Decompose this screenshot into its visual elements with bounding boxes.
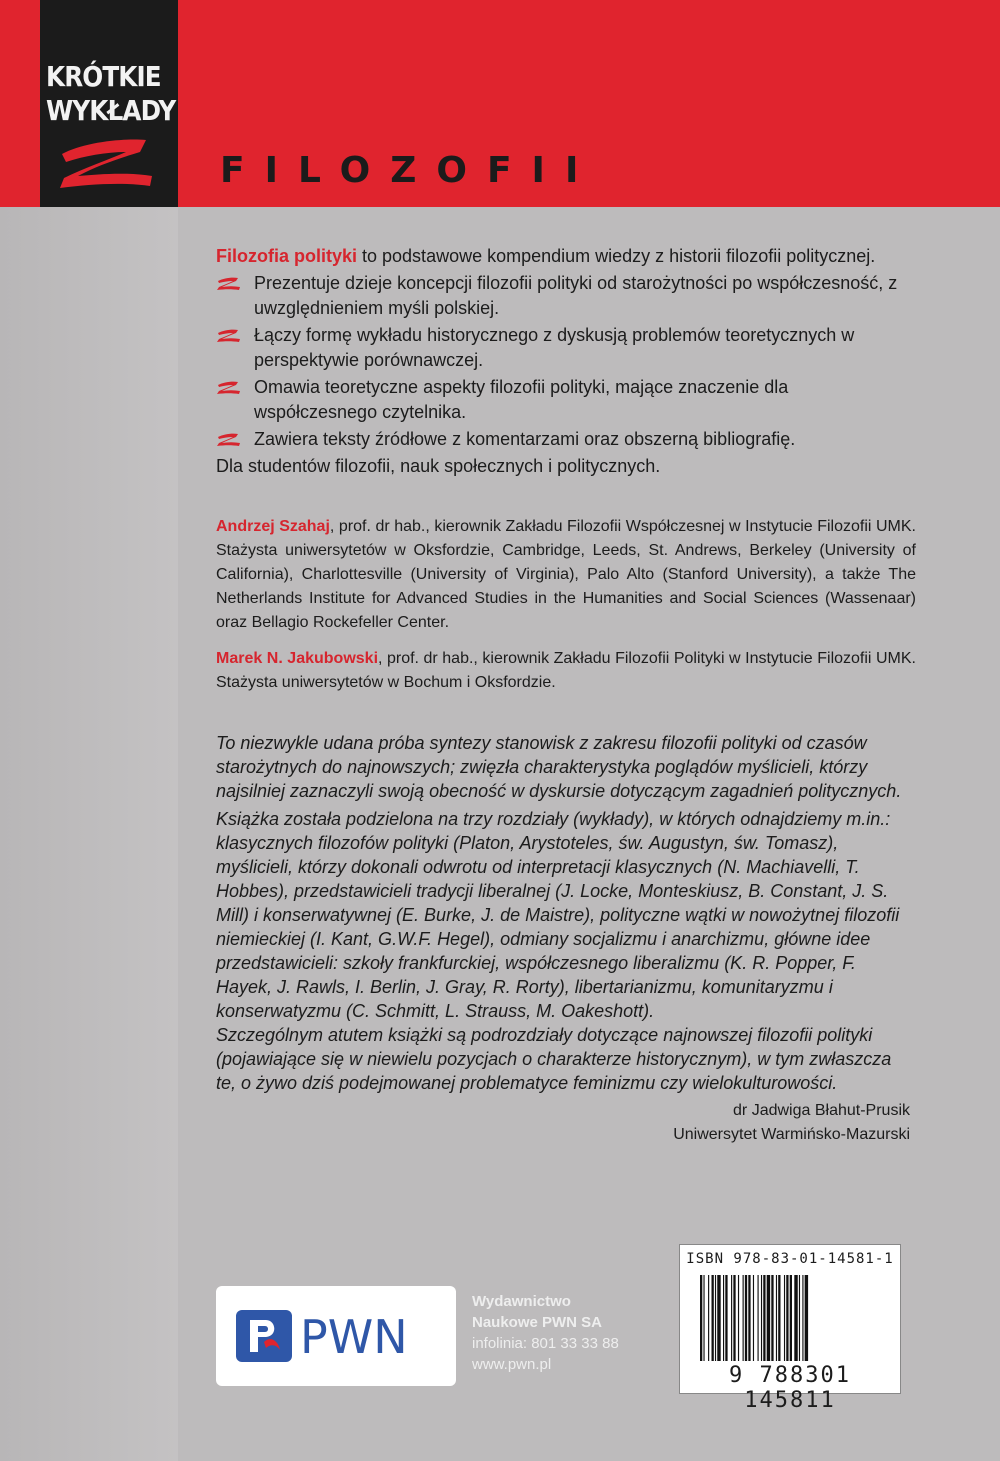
publisher-name-line1: Wydawnictwo — [472, 1293, 571, 1310]
barcode-bar — [717, 1275, 720, 1361]
spine-shadow — [0, 207, 178, 1461]
barcode-bar — [767, 1275, 770, 1361]
isbn-number: ISBN 978-83-01-14581-1 — [686, 1251, 894, 1267]
feature-text: Łączy formę wykładu historycznego z dyskusją problemów teoretycznych w perspektywie porównawczej. — [254, 325, 855, 370]
barcode-bar — [725, 1275, 727, 1361]
series-title-line1: KRÓTKIE — [46, 60, 161, 93]
barcode-bar — [771, 1275, 773, 1361]
review-paragraph: To niezwykle udana próba syntezy stanowisk z zakresu filozofii polityki od czasów starożytnych do najnowszych; zwięzła charakterystyka poglądów myślicieli, którzy najsilniej zaznaczyli swoją obecność w dyskursie dotyczącym zagadnień politycznych. — [216, 733, 902, 801]
barcode-bar — [761, 1275, 762, 1361]
feature-text: Omawia teoretyczne aspekty filozofii polityki, mające znaczenie dla współczesnego czytelnika. — [254, 377, 789, 422]
barcode-bar — [753, 1275, 754, 1361]
review-signature — [216, 1099, 916, 1147]
barcode-bar — [743, 1275, 744, 1361]
list-item — [216, 271, 916, 321]
barcode-bar — [786, 1275, 788, 1361]
barcode-bar — [784, 1275, 785, 1361]
list-item — [216, 323, 916, 373]
barcode-bar — [700, 1275, 702, 1361]
publisher-hotline: infolinia: 801 33 33 88 — [472, 1335, 619, 1352]
pwn-emblem-glyph — [236, 1310, 292, 1362]
barcode-bar — [733, 1275, 735, 1361]
author-bio — [216, 647, 916, 695]
barcode-bar — [731, 1275, 732, 1361]
reviewer-affiliation: Uniwersytet Warmińsko-Mazurski — [673, 1126, 910, 1143]
barcode-bar — [758, 1275, 759, 1361]
isbn-barcode — [679, 1244, 901, 1413]
z-swoosh-icon — [54, 132, 159, 192]
series-title — [46, 60, 176, 128]
series-title-line2: WYKŁADY — [46, 94, 176, 127]
barcode-bar — [763, 1275, 765, 1361]
lead-paragraph — [216, 244, 916, 269]
author-bio-text: , prof. dr hab., kierownik Zakładu Filozofii Polityki w Instytucie Filozofii UMK. Stażysta uniwersytetów w Bochum i Oksfordzie. — [216, 650, 916, 691]
feature-list — [216, 271, 916, 452]
barcode-bar — [745, 1275, 747, 1361]
author-name: Andrzej Szahaj — [216, 518, 330, 535]
barcode-bar — [778, 1275, 780, 1361]
barcode-bars — [700, 1275, 880, 1363]
barcode-bar — [715, 1275, 716, 1361]
author-bio-text: , prof. dr hab., kierownik Zakładu Filozofii Współczesnej w Instytucie Filozofii UMK. Stażysta uniwersytetów w Oksfordzie, Cambridge, Leeds, St. Andrews, Berkeley (University of California), Charlottesville (University of Virginia), Palo Alto (Stanford University), a także The Netherlands Institute for Advanced Studies in the Humanities and Social Sciences (Wassenaar) oraz Bellagio Rockefeller Center. — [216, 518, 917, 631]
barcode-bar — [802, 1275, 803, 1361]
series-logo-block — [40, 0, 178, 207]
publisher-info — [472, 1291, 672, 1375]
review-paragraph: Szczególnym atutem książki są podrozdziały dotyczące najnowszej filozofii polityki (pojawiające się w niewielu pozycjach o charakterze historycznym), w tym zwłaszcza te, o żywo dziś podejmowanej problematyce feminizmu czy wielokulturowości. — [216, 1025, 892, 1093]
pwn-emblem-icon — [236, 1310, 292, 1362]
barcode-bar — [712, 1275, 714, 1361]
author-bio — [216, 515, 916, 635]
list-item — [216, 375, 916, 425]
barcode-bar — [708, 1275, 709, 1361]
z-bullet-icon — [216, 328, 242, 344]
barcode-bar — [738, 1275, 739, 1361]
book-title-highlight: Filozofia polityki — [216, 246, 358, 266]
reviewer-name: dr Jadwiga Błahut-Prusik — [733, 1102, 910, 1119]
barcode-bar — [723, 1275, 724, 1361]
review-quote — [216, 731, 916, 1095]
barcode-bar — [776, 1275, 777, 1361]
barcode-bar — [805, 1275, 808, 1361]
barcode-bar — [794, 1275, 797, 1361]
barcode-digits: 9 788301 145811 — [729, 1363, 851, 1413]
barcode-bar — [748, 1275, 750, 1361]
publisher-website: www.pwn.pl — [472, 1356, 552, 1373]
review-paragraph: Książka została podzielona na trzy rozdziały (wykłady), w których odnajdziemy m.in.: klasycznych filozofów polityki (Platon, Arystoteles, św. Augustyn, św. Tomasz), myślicieli, którzy dokonali odwrotu od interpretacji klasycznych (N. Machiavelli, T. Hobbes), przedstawicieli tradycji liberalnej (J. Locke, Monteskiusz, B. Constant, J. S. Mill) i konserwatywnej (E. Burke, J. de Maistre), polityczne wątki w nowożytnej filozofii niemieckiej (I. Kant, G.W.F. Hegel), odmiany socjalizmu i anarchizmu, główne idee przedstawicieli: szkoły frankfurckiej, współczesnego liberalizmu (K. R. Popper, F. Hayek, J. Rawls, I. Berlin, J. Gray, R. Rorty), libertarianizmu, komunitaryzmu i konserwatyzmu (C. Schmitt, L. Strauss, M. Oakeshott). — [216, 809, 900, 1021]
publisher-name-line2: Naukowe PWN SA — [472, 1314, 603, 1331]
audience-note: Dla studentów filozofii, nauk społecznych i politycznych. — [216, 456, 661, 476]
z-bullet-icon — [216, 432, 242, 448]
z-bullet-icon — [216, 276, 242, 292]
author-name: Marek N. Jakubowski — [216, 650, 379, 667]
feature-text: Prezentuje dzieje koncepcji filozofii polityki od starożytności po współczesność, z uwzględnieniem myśli polskiej. — [254, 273, 898, 318]
barcode-bar — [703, 1275, 704, 1361]
lead-text: to podstawowe kompendium wiedzy z historii filozofii politycznej. — [357, 246, 876, 266]
z-bullet-icon — [216, 380, 242, 396]
pwn-wordmark: PWN — [300, 1310, 408, 1364]
back-cover-content — [216, 244, 916, 1147]
barcode-bar — [790, 1275, 792, 1361]
publisher-logo — [216, 1286, 456, 1386]
list-item — [216, 427, 916, 452]
barcode-bar — [799, 1275, 800, 1361]
feature-text: Zawiera teksty źródłowe z komentarzami oraz obszerną bibliografię. — [254, 429, 796, 449]
series-subject: FILOZOFII — [220, 150, 599, 191]
